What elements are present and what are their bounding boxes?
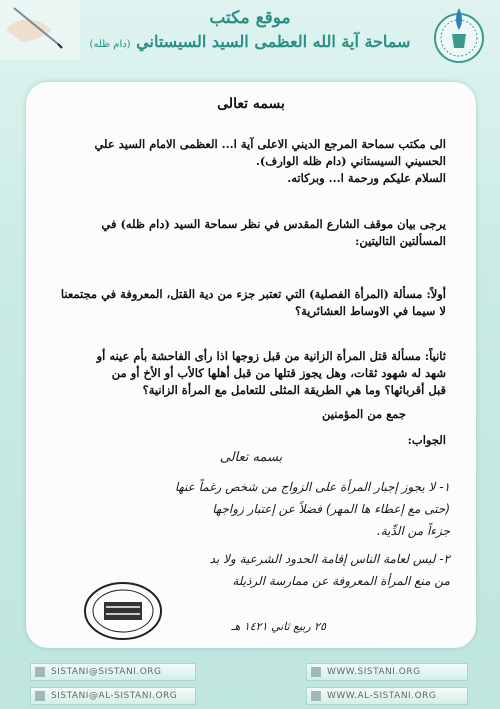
question-line: شهد له شهود ثقات، وهل يجوز قتلها من قبل أهلها كالأب أو الأخ أو من (111, 366, 446, 380)
question-line: ثانياً: مسألة قتل المرأة الزانية من قبل زوجها اذا رأى الفاحشة بأم عينه أو (96, 349, 446, 363)
request-line: المسألتين التاليتين: (355, 234, 446, 248)
answer-line: (حتى مع إعطاء ها المهر) فضلاً عن إعتبار زواجها (212, 502, 450, 516)
question-two (46, 348, 446, 399)
greeting-line: السلام عليكم ورحمة ا... وبركاته. (287, 171, 446, 185)
answer-one (40, 476, 450, 542)
answer-date: ٢٥ ربيع ثاني ١٤٢١ هـ (231, 620, 326, 633)
request-line: يرجى بيان موقف الشارع المقدس في نظر سماحة السيد (دام ظله) في (101, 217, 446, 231)
answer-label: الجواب: (407, 433, 446, 447)
footer-email-1-text: SISTANI@SISTANI.ORG (51, 667, 162, 677)
greeting-line: الحسيني السيستاني (دام ظله الوارف). (255, 154, 446, 168)
globe-icon (311, 691, 321, 701)
answer-line: ١- لا يجوز إجبار المرأة على الزواج من شخص رغماً عنها (174, 480, 450, 494)
footer-site-1-text: WWW.SISTANI.ORG (327, 667, 421, 677)
sistani-logo-icon (428, 4, 490, 66)
question-line: لا سيما في الاوساط العشائرية؟ (294, 304, 446, 318)
page-header (0, 0, 500, 80)
question-one (46, 286, 446, 320)
email-icon (35, 691, 45, 701)
question-line: أولاً: مسألة (المرأة الفصلية) التي تعتبر جزء من دية القتل، المعروفة في مجتمعنا (60, 287, 446, 301)
greeting-line: الى مكتب سماحة المرجع الديني الاعلى آية ا... العظمى الامام السيد علي (94, 137, 446, 151)
request-block (46, 216, 446, 250)
site-subtitle-text: سماحة آية الله العظمى السيد السيستاني (136, 32, 411, 51)
site-subtitle (60, 32, 440, 51)
globe-icon (311, 667, 321, 677)
email-icon (35, 667, 45, 677)
footer-site-2-text: WWW.AL-SISTANI.ORG (327, 691, 437, 701)
letter-paper (26, 82, 476, 648)
footer-site-2[interactable] (306, 687, 468, 705)
answer-bismillah: بسمه تعالى (219, 450, 283, 465)
greeting-block (46, 136, 446, 187)
answer-line: جزءاً من الدِّية. (376, 524, 450, 538)
footer-site-1[interactable] (306, 663, 468, 681)
footer-email-1[interactable] (30, 663, 196, 681)
footer-email-2[interactable] (30, 687, 196, 705)
answer-line: ٢- ليس لعامة الناس إقامة الحدود الشرعية ولا بد (209, 552, 450, 566)
site-title: موقع مكتب (209, 8, 291, 28)
answer-line: من منع المرأة المعروفة عن ممارسة الرذيلة (232, 574, 450, 588)
question-line: قبل أقربائها؟ وما هي الطريقة المثلى للتعامل مع المرأة الزانية؟ (142, 383, 446, 397)
sender-name: جمع من المؤمنين (322, 407, 406, 421)
site-subtitle-suffix: (دام ظله) (89, 39, 131, 50)
pen-hand-icon (0, 0, 80, 60)
footer-email-2-text: SISTANI@AL-SISTANI.ORG (51, 691, 178, 701)
bismillah-heading: بسمه تعالى (217, 96, 285, 112)
